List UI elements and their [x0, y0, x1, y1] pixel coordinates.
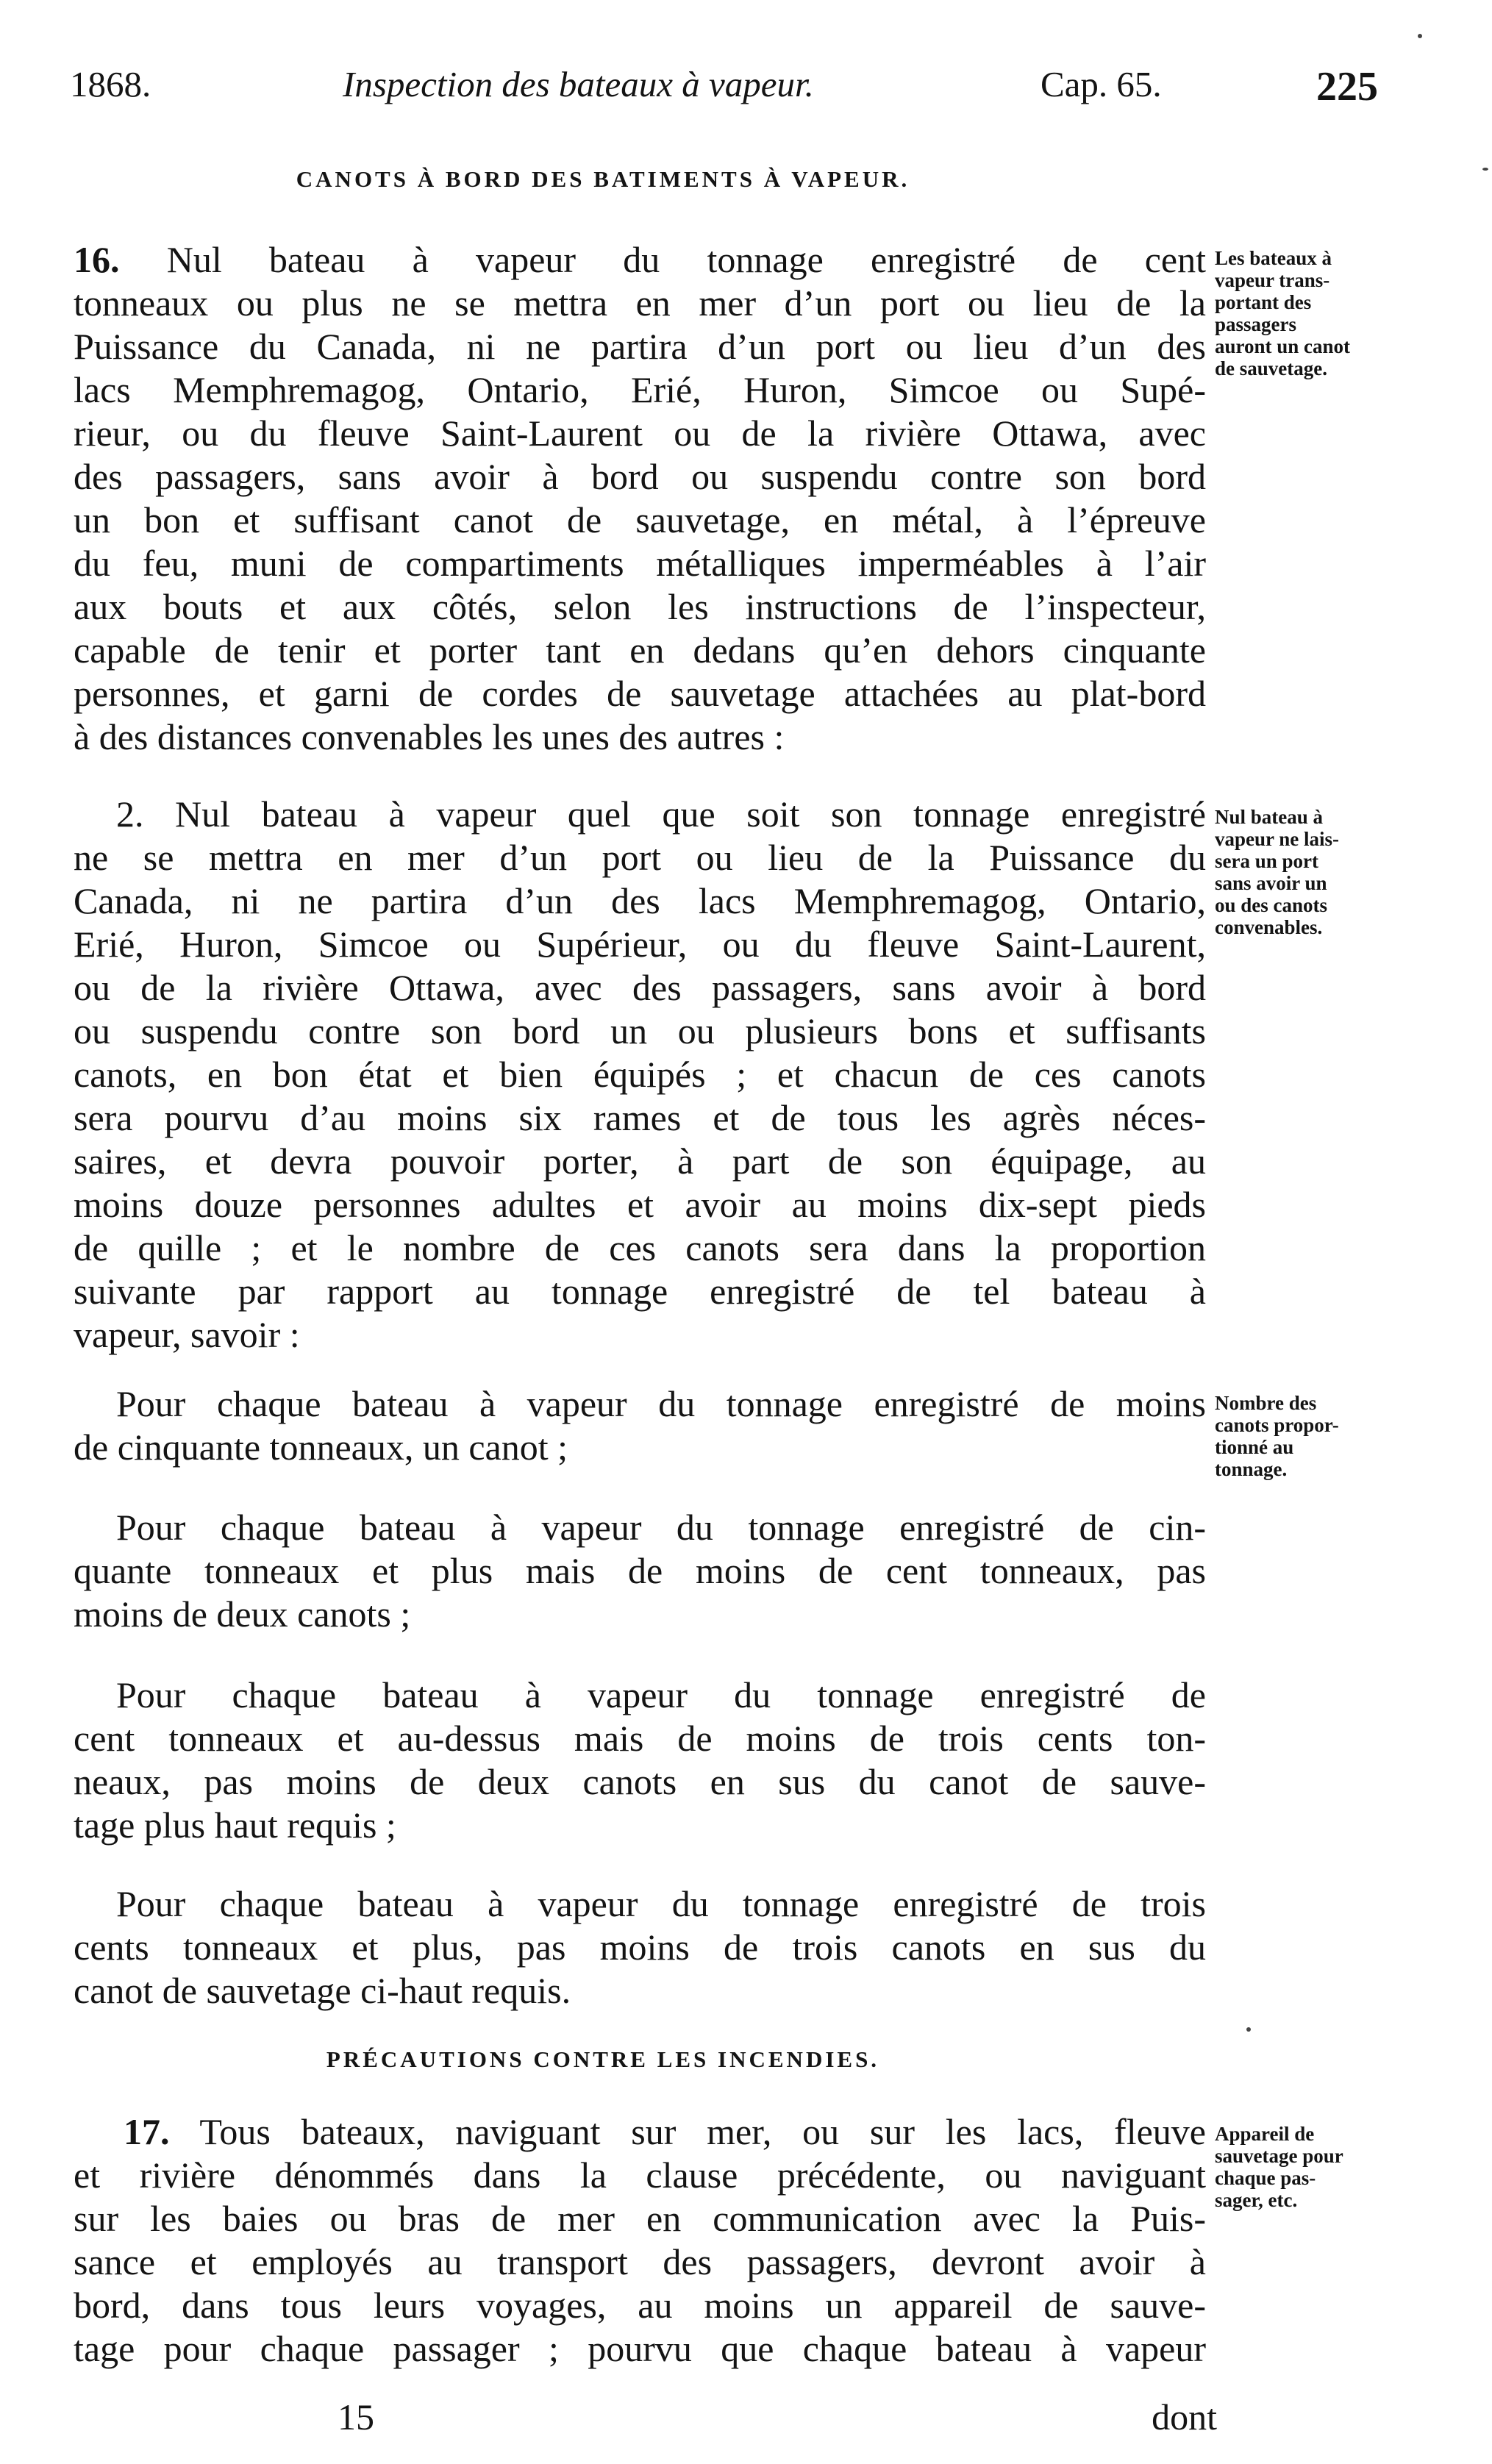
paragraph-17: [74, 2110, 1206, 2371]
ink-speck: [1246, 2027, 1251, 2032]
paragraph-line: des passagers, sans avoir à bord ou suspendu contre son bord: [74, 456, 1206, 497]
paragraph-line: ou de la rivière Ottawa, avec des passagers, sans avoir à bord: [74, 967, 1206, 1008]
paragraph-line: à des distances convenables les unes des autres :: [74, 716, 785, 757]
paragraph-line: 2. Nul bateau à vapeur quel que soit son tonnage enregistré: [116, 793, 1206, 835]
margin-note-canot-sauvetage: Les bateaux à vapeur trans- portant des passagers auront un canot de sauvetage.: [1215, 247, 1351, 379]
paragraph-trois-cents-plus: [74, 1882, 1206, 2013]
paragraph-line: un bon et suffisant canot de sauvetage, en métal, à l’épreuve: [74, 499, 1206, 540]
paragraph-line: canot de sauvetage ci-haut requis.: [74, 1970, 571, 2011]
margin-note-nul-bateau: Nul bateau à vapeur ne lais- sera un port sans avoir un ou des canots convenables.: [1215, 806, 1340, 938]
paragraph-line: ne se mettra en mer d’un port ou lieu de la Puissance du: [74, 837, 1206, 878]
paragraph-line: neaux, pas moins de deux canots en sus du canot de sauve-: [74, 1761, 1206, 1802]
paragraph-line: Pour chaque bateau à vapeur du tonnage enregistré de cin-: [116, 1507, 1206, 1548]
paragraph-moins-cent: [74, 1506, 1206, 1636]
paragraph-line: bord, dans tous leurs voyages, au moins un appareil de sauve-: [74, 2285, 1206, 2326]
header-chapter: Cap. 65.: [1041, 64, 1162, 104]
signature-mark: 15: [338, 2396, 374, 2438]
paragraph-line: moins de deux canots ;: [74, 1593, 411, 1635]
header-title: Inspection des bateaux à vapeur.: [343, 64, 814, 104]
paragraph-line: rieur, ou du fleuve Saint-Laurent ou de la rivière Ottawa, avec: [74, 413, 1206, 454]
paragraph-line: vapeur, savoir :: [74, 1314, 300, 1355]
paragraph-line: Pour chaque bateau à vapeur du tonnage enregistré de moins: [116, 1383, 1206, 1424]
paragraph-line: Pour chaque bateau à vapeur du tonnage enregistré de: [116, 1674, 1206, 1715]
ink-speck: [1482, 168, 1488, 171]
running-header: [70, 63, 1408, 122]
paragraph-line: et rivière dénommés dans la clause précédente, ou naviguant: [74, 2154, 1206, 2196]
paragraph-moins-cinquante: [74, 1382, 1206, 1469]
section-number: 17.: [124, 2111, 170, 2152]
paragraph-line: suivante par rapport au tonnage enregistré de tel bateau à: [74, 1271, 1206, 1312]
paragraph-line: moins douze personnes adultes et avoir au moins dix-sept pieds: [74, 1184, 1206, 1225]
section-title-canots: CANOTS À BORD DES BATIMENTS À VAPEUR.: [296, 166, 910, 192]
paragraph-16: [74, 238, 1206, 759]
paragraph-line: du feu, muni de compartiments métalliques imperméables à l’air: [74, 543, 1206, 584]
page-footer: [70, 2396, 1217, 2440]
paragraph-line: canots, en bon état et bien équipés ; et chacun de ces canots: [74, 1054, 1206, 1095]
margin-note-appareil: Appareil de sauvetage pour chaque pas- sager, etc.: [1215, 2123, 1343, 2211]
paragraph-line: Pour chaque bateau à vapeur du tonnage enregistré de trois: [116, 1883, 1206, 1924]
paragraph-line: cent tonneaux et au-dessus mais de moins de trois cents ton-: [74, 1718, 1206, 1759]
paragraph-line: saires, et devra pouvoir porter, à part de son équipage, au: [74, 1140, 1206, 1182]
paragraph-line: 17. Tous bateaux, naviguant sur mer, ou sur les lacs, fleuve: [74, 2110, 1206, 2154]
paragraph-line: capable de tenir et porter tant en dedans qu’en dehors cinquante: [74, 629, 1206, 671]
section-title-incendies: PRÉCAUTIONS CONTRE LES INCENDIES.: [326, 2046, 880, 2072]
paragraph-line: tage plus haut requis ;: [74, 1804, 396, 1846]
paragraph-line: de cinquante tonneaux, un canot ;: [74, 1426, 568, 1468]
paragraph-line: sur les baies ou bras de mer en communication avec la Puis-: [74, 2198, 1206, 2239]
paragraph-moins-trois-cents: [74, 1674, 1206, 1847]
ink-speck: [1418, 34, 1422, 38]
paragraph-line: tage pour chaque passager ; pourvu que chaque bateau à vapeur: [74, 2328, 1206, 2369]
paragraph-line: sera pourvu d’au moins six rames et de tous les agrès néces-: [74, 1097, 1206, 1138]
paragraph-line: personnes, et garni de cordes de sauvetage attachées au plat-bord: [74, 673, 1206, 714]
section-number: 16.: [74, 239, 120, 280]
paragraph-line: aux bouts et aux côtés, selon les instructions de l’inspecteur,: [74, 586, 1206, 627]
header-year: 1868.: [70, 64, 151, 104]
paragraph-line: Canada, ni ne partira d’un des lacs Memphremagog, Ontario,: [74, 880, 1206, 921]
paragraph-line: lacs Memphremagog, Ontario, Erié, Huron, Simcoe ou Supé-: [74, 369, 1206, 410]
paragraph-line: tonneaux ou plus ne se mettra en mer d’un port ou lieu de la: [74, 282, 1206, 324]
paragraph-line: cents tonneaux et plus, pas moins de trois canots en sus du: [74, 1926, 1206, 1968]
paragraph-line: de quille ; et le nombre de ces canots sera dans la proportion: [74, 1227, 1206, 1268]
paragraph-line: 16. Nul bateau à vapeur du tonnage enregistré de cent: [74, 239, 1206, 280]
page-number: 225: [1316, 64, 1378, 110]
margin-note-nombre-canots: Nombre des canots propor- tionné au tonnage.: [1215, 1392, 1339, 1480]
paragraph-2: [74, 793, 1206, 1357]
paragraph-line: Puissance du Canada, ni ne partira d’un port ou lieu d’un des: [74, 326, 1206, 367]
catchword: dont: [1152, 2396, 1217, 2438]
paragraph-line: Erié, Huron, Simcoe ou Supérieur, ou du fleuve Saint-Laurent,: [74, 924, 1206, 965]
paragraph-line: sance et employés au transport des passagers, devront avoir à: [74, 2241, 1206, 2282]
paragraph-line: ou suspendu contre son bord un ou plusieurs bons et suffisants: [74, 1010, 1206, 1051]
paragraph-line: quante tonneaux et plus mais de moins de cent tonneaux, pas: [74, 1550, 1206, 1591]
